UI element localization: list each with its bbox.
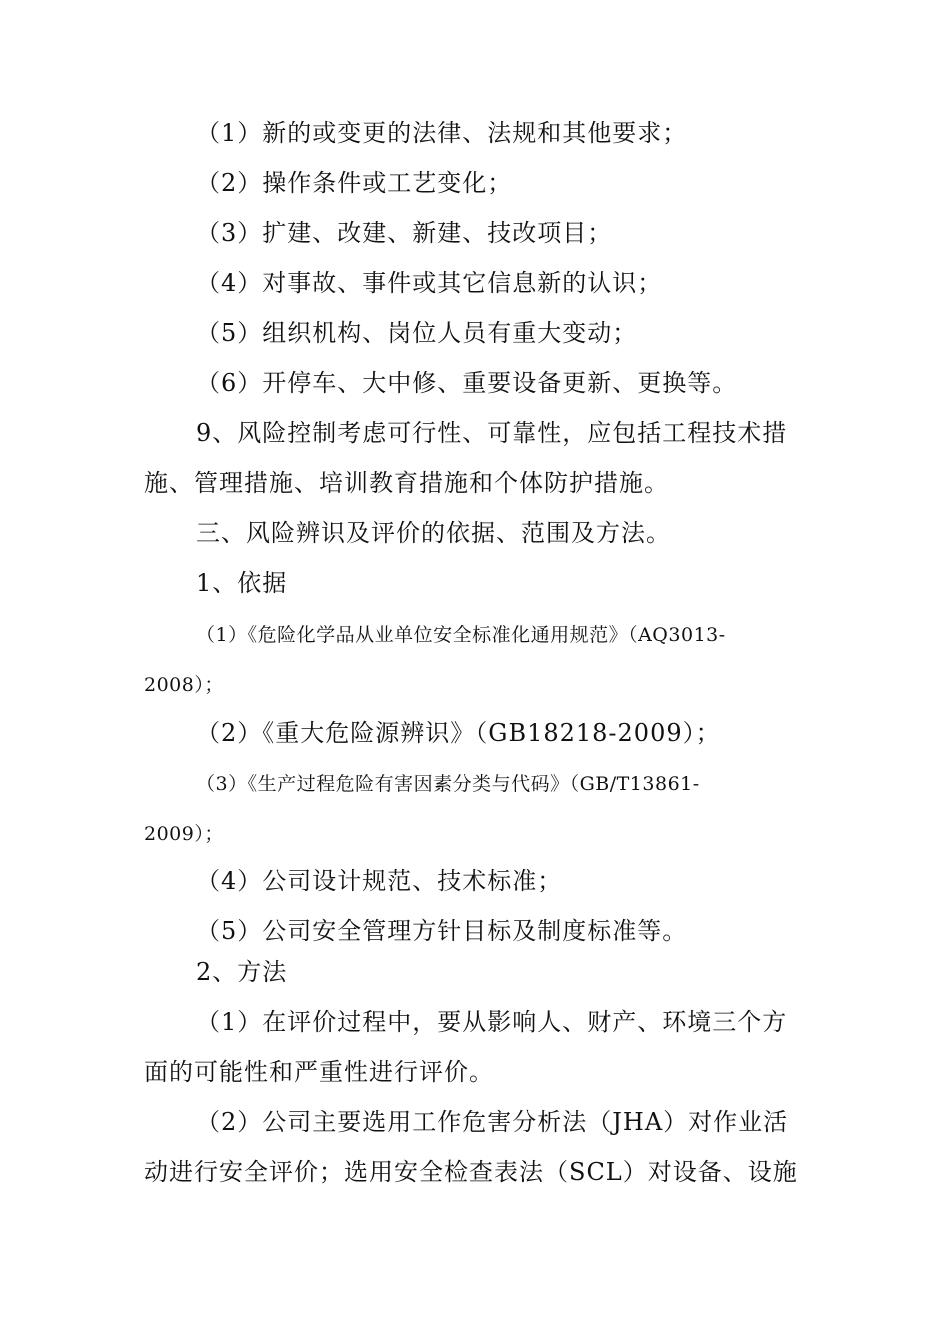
text-line-13: （2）《重大危险源辨识》（GB18218-2009）； xyxy=(196,719,721,747)
text-line-22: 动进行安全评价；选用安全检查表法（SCL）对设备、设施 xyxy=(144,1158,798,1186)
text-line-11: （1）《危险化学品从业单位安全标准化通用规范》（AQ3013- xyxy=(196,624,726,646)
text-line-21: （2）公司主要选用工作危害分析法（JHA）对作业活 xyxy=(196,1108,789,1136)
text-line-14: （3）《生产过程危险有害因素分类与代码》（GB/T13861- xyxy=(196,773,700,795)
text-line-2: （2）操作条件或工艺变化； xyxy=(196,169,513,197)
text-line-12: 2008）； xyxy=(144,674,224,696)
text-line-16: （4）公司设计规范、技术标准； xyxy=(196,867,563,895)
subheading-method: 2、方法 xyxy=(196,958,288,986)
text-line-5: （5）组织机构、岗位人员有重大变动； xyxy=(196,319,638,347)
text-line-20: 面的可能性和严重性进行评价。 xyxy=(144,1058,494,1086)
text-line-3: （3）扩建、改建、新建、技改项目； xyxy=(196,219,613,247)
text-line-17: （5）公司安全管理方针目标及制度标准等。 xyxy=(196,917,688,945)
text-line-4: （4）对事故、事件或其它信息新的认识； xyxy=(196,269,663,297)
section-heading: 三、风险辨识及评价的依据、范围及方法。 xyxy=(196,519,671,547)
text-line-1: （1）新的或变更的法律、法规和其他要求； xyxy=(196,119,688,147)
subheading-basis: 1、依据 xyxy=(196,569,288,597)
text-line-6: （6）开停车、大中修、重要设备更新、更换等。 xyxy=(196,369,738,397)
text-line-19: （1）在评价过程中，要从影响人、财产、环境三个方 xyxy=(196,1008,788,1036)
text-line-15: 2009）； xyxy=(144,823,224,845)
text-line-8: 施、管理措施、培训教育措施和个体防护措施。 xyxy=(144,469,669,497)
text-line-7: 9、风险控制考虑可行性、可靠性，应包括工程技术措 xyxy=(196,419,788,447)
